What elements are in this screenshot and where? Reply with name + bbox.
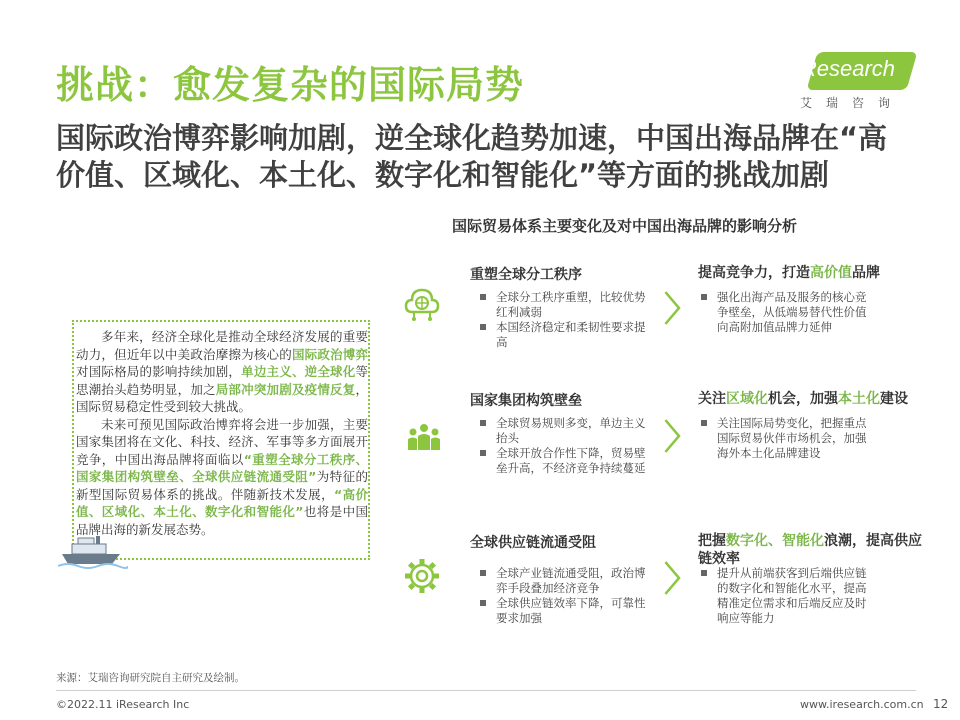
list-item: 本国经济稳定和柔韧性要求提高 (476, 320, 646, 350)
summary-p1-d: ，国际贸易稳定性受到较大挑战。 (76, 381, 368, 414)
page-title: 挑战：愈发复杂的国际局势 (56, 63, 525, 107)
effect-title-2-b: 机会，加强 (768, 391, 838, 407)
globe-network-icon (402, 284, 442, 324)
cause-bullets-2 (476, 416, 646, 476)
logo-chinese: 艾瑞咨询 (800, 96, 905, 110)
list-item: 强化出海产品及服务的核心竞争壁垒，从低端易替代性价值向高附加值品牌力延伸 (697, 290, 867, 335)
effect-title-2-h: 区域化 (726, 391, 768, 407)
summary-text (76, 328, 368, 538)
effect-title-2-c: 建设 (880, 391, 908, 407)
cause-bullets-3 (476, 566, 646, 626)
effect-title-3-b: 浪潮，提高供应链效率 (698, 533, 922, 567)
cause-title-3: 全球供应链流通受阻 (470, 535, 596, 551)
logo-brand: Research (800, 56, 896, 81)
effect-title-1-h: 高价值 (810, 265, 852, 281)
list-item: 全球产业链流通受阻，政治博弈手段叠加经济竞争 (476, 566, 646, 596)
summary-p2-h2: “高价值、区域化、本土化、数字化和智能化” (76, 486, 368, 519)
cause-title-1: 重塑全球分工秩序 (470, 267, 582, 283)
ship-icon (58, 530, 128, 570)
copyright: ©2022.11 iResearch Inc (56, 698, 190, 711)
summary-p1-h3: 局部冲突加剧及疫情反复 (215, 381, 356, 397)
summary-p2-h1: “重塑全球分工秩序、国家集团构筑壁垒、全球供应链流通受阻” (76, 451, 368, 484)
summary-p1-h2: 单边主义、逆全球化 (241, 364, 356, 379)
list-item: 提升从前端获客到后端供应链的数字化和智能化水平，提高精准定位需求和后端反应及时响应等能力 (697, 566, 867, 626)
group-people-icon (404, 418, 444, 458)
list-item: 全球分工秩序重塑，比较优势红利减弱 (476, 290, 646, 320)
list-item: 全球供应链效率下降，可靠性要求加强 (476, 596, 646, 626)
effect-title-3-a: 把握 (698, 533, 726, 549)
page-number: 12 (933, 697, 949, 711)
effect-title-1 (698, 264, 923, 282)
summary-p2-c: 也将是中国品牌出海的新发展态势。 (76, 504, 368, 537)
effect-title-2-h2: 本土化 (838, 391, 880, 407)
iresearch-logo (796, 56, 895, 82)
cause-title-2: 国家集团构筑壁垒 (470, 393, 582, 409)
logo-i: i (796, 56, 801, 81)
effect-title-2 (698, 390, 923, 408)
list-item: 全球开放合作性下降，贸易壁垒升高，不经济竞争持续蔓延 (476, 446, 646, 476)
page-subtitle: 国际政治博弈影响加剧，逆全球化趋势加速，中国出海品牌在“高价值、区域化、本土化、数字化和智能化”等方面的挑战加剧 (56, 121, 888, 192)
summary-p1-b: 对国际格局的影响持续加剧， (76, 364, 242, 379)
summary-p1-h1: 国际政治博弈 (291, 346, 368, 362)
chevron-right-icon: 〉 (664, 418, 698, 458)
summary-p1-c: 等思潮抬头趋势明显，加之 (76, 364, 368, 397)
source-note: 来源：艾瑞咨询研究院自主研究及绘制。 (56, 672, 245, 684)
effect-title-1-b: 品牌 (852, 265, 880, 281)
effect-title-2-a: 关注 (698, 391, 726, 407)
chevron-right-icon: 〉 (664, 560, 698, 600)
effect-title-3 (698, 532, 923, 568)
effect-bullets-2 (697, 416, 867, 461)
list-item: 关注国际局势变化，把握重点国际贸易伙伴市场机会，加强海外本土化品牌建设 (697, 416, 867, 461)
summary-p2-a: 未来可预见国际政治博弈将会进一步加强，主要国家集团将在文化、科技、经济、军事等多方面展开竞争，中国出海品牌将面临以 (76, 416, 368, 467)
analysis-title: 国际贸易体系主要变化及对中国出海品牌的影响分析 (452, 217, 798, 235)
summary-p2-b: 为特征的新型国际贸易体系的挑战。伴随新技术发展， (76, 469, 368, 502)
effect-title-1-a: 提高竞争力，打造 (698, 265, 810, 281)
chevron-right-icon: 〉 (664, 290, 698, 330)
effect-bullets-1 (697, 290, 867, 335)
effect-bullets-3 (697, 566, 867, 626)
cause-bullets-1 (476, 290, 646, 350)
footer-divider (56, 690, 916, 691)
effect-title-3-h: 数字化、智能化 (726, 533, 824, 549)
list-item: 全球贸易规则多变，单边主义抬头 (476, 416, 646, 446)
gear-icon (402, 556, 442, 596)
summary-p1-a: 多年来，经济全球化是推动全球经济发展的重要动力，但近年以中美政治摩擦为核心的 (76, 329, 368, 362)
website-link[interactable]: www.iresearch.com.cn (800, 698, 924, 711)
